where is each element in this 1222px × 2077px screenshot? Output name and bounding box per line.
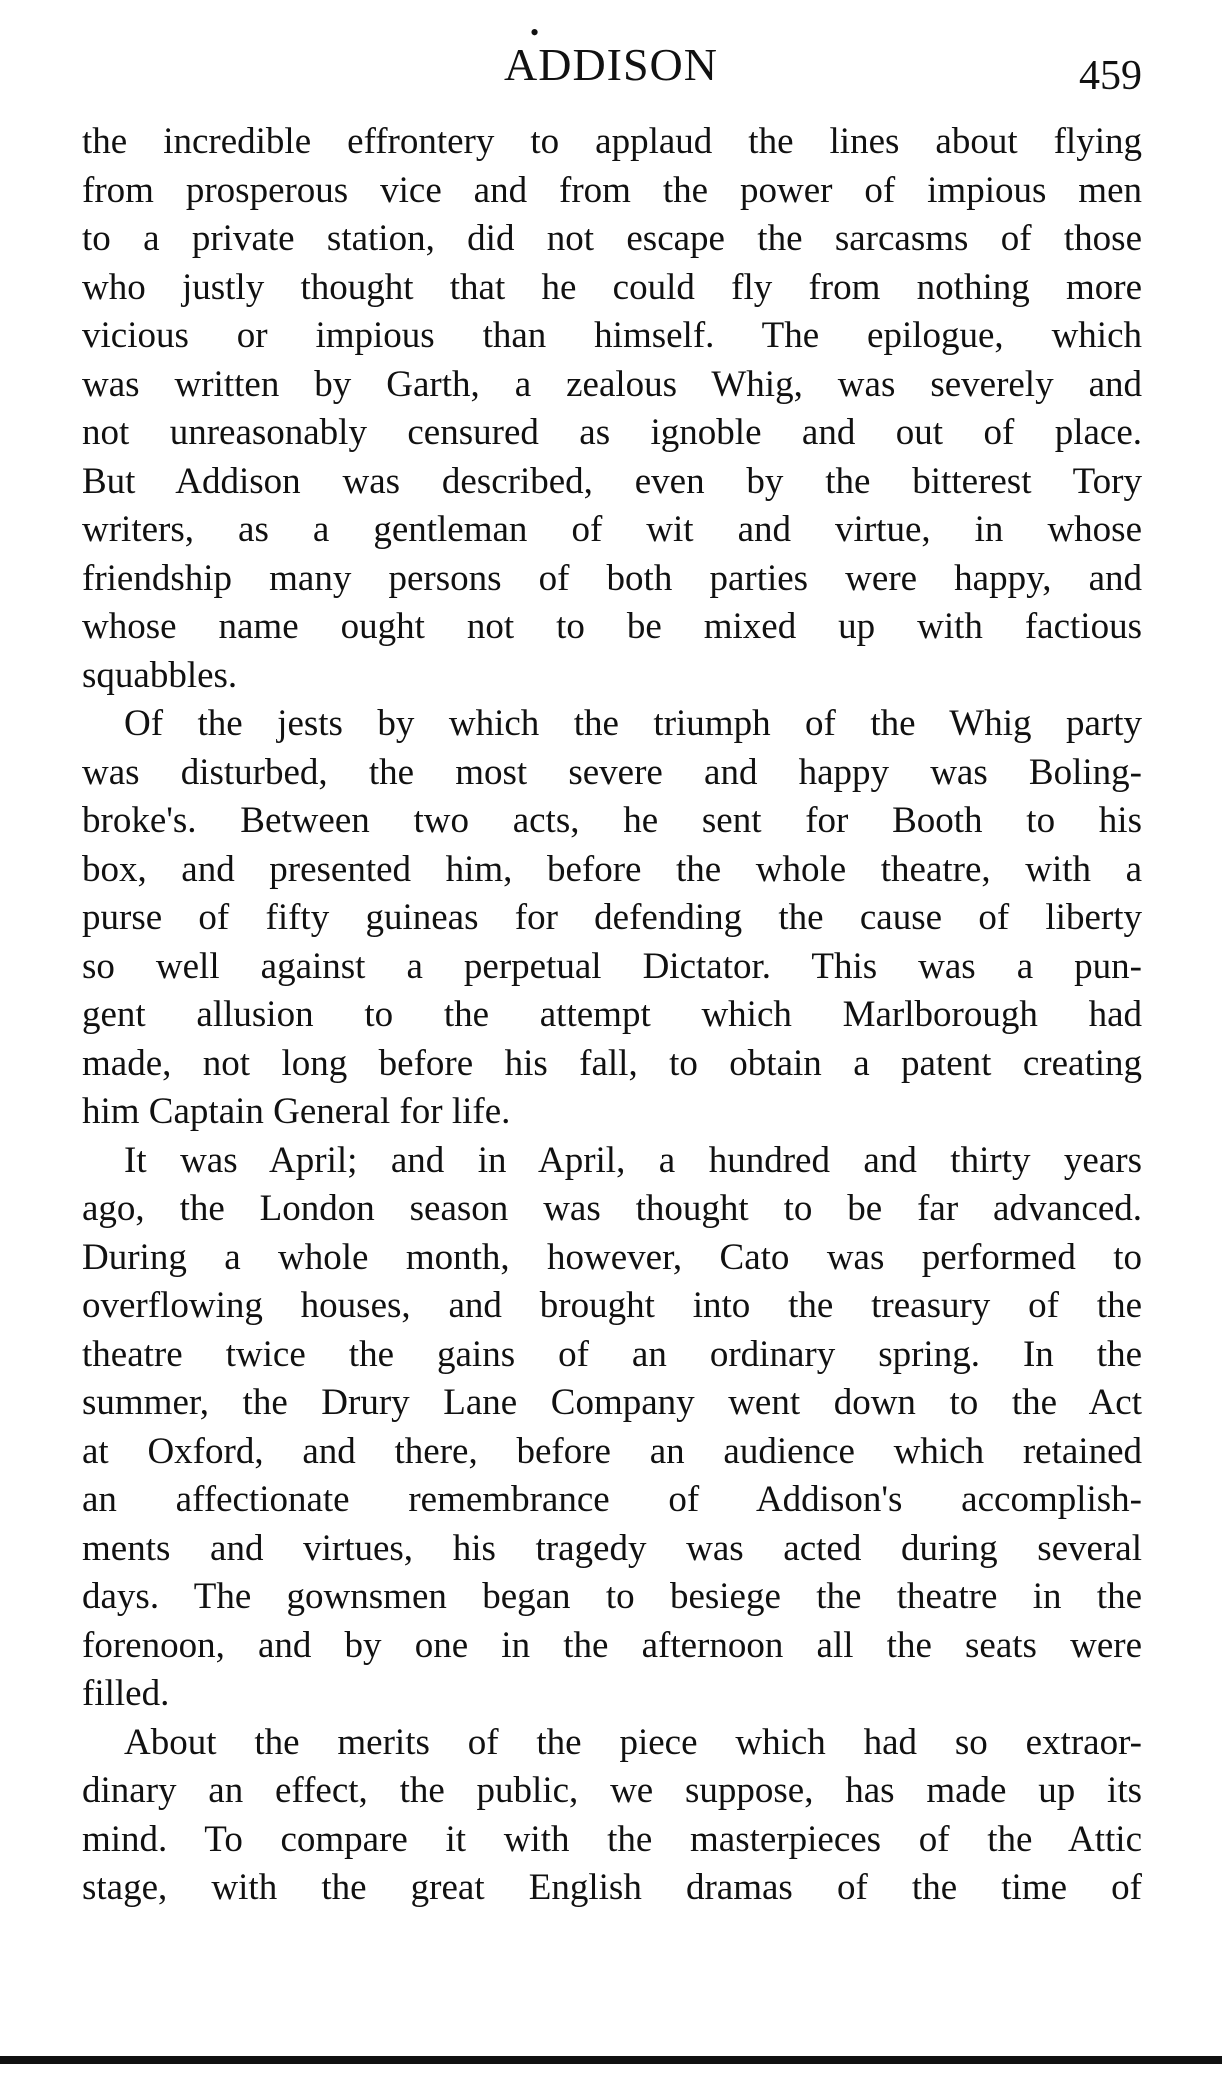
text-line: writers, as a gentleman of wit and virtue, in whose — [82, 509, 1142, 550]
text-line: It was April; and in April, a hundred and thirty years — [124, 1139, 1142, 1181]
paragraph-3 — [82, 1137, 1142, 1719]
paragraph-1 — [82, 118, 1142, 700]
text-line: overflowing houses, and brought into the treasury of the — [82, 1285, 1142, 1326]
running-head — [0, 18, 1222, 99]
text-line: so well against a perpetual Dictator. This was a pun- — [82, 945, 1142, 987]
text-line: vicious or impious than himself. The epilogue, which — [82, 315, 1142, 356]
text-line: the incredible effrontery to applaud the lines about flying — [82, 121, 1142, 162]
text-line: forenoon, and by one in the afternoon all the seats were — [82, 1624, 1142, 1666]
body-text — [82, 118, 1142, 1913]
text-line: whose name ought not to be mixed up with factious — [82, 606, 1142, 647]
text-line: an affectionate remembrance of Addison's accomplish- — [82, 1479, 1142, 1520]
text-line: was written by Garth, a zealous Whig, was severely and — [82, 363, 1142, 405]
header-dot: • — [530, 18, 540, 47]
text-line: mind. To compare it with the masterpieces of the Attic — [82, 1818, 1142, 1860]
text-line: summer, the Drury Lane Company went down to the Act — [82, 1382, 1142, 1423]
text-line: friendship many persons of both parties were happy, and — [82, 557, 1142, 599]
text-line: ago, the London season was thought to be far advanced. — [82, 1188, 1142, 1229]
paragraph-2 — [82, 700, 1142, 1137]
text-line: squabbles. — [82, 654, 238, 696]
text-line: purse of fifty guineas for defending the cause of liberty — [82, 897, 1142, 938]
text-line: to a private station, did not escape the sarcasms of those — [82, 218, 1142, 259]
text-line: him Captain General for life. — [82, 1091, 511, 1132]
text-line: ments and virtues, his tragedy was acted during several — [82, 1527, 1142, 1569]
text-line: box, and presented him, before the whole theatre, with a — [82, 848, 1142, 890]
page-title: ADDISON — [504, 39, 718, 90]
text-line: was disturbed, the most severe and happy was Boling- — [82, 751, 1142, 793]
text-line: Of the jests by which the triumph of the Whig party — [124, 703, 1142, 744]
page-number: 459 — [1079, 53, 1142, 99]
text-line: theatre twice the gains of an ordinary spring. In the — [82, 1333, 1142, 1375]
paragraph-4 — [82, 1719, 1142, 1913]
text-line: who justly thought that he could fly from nothing more — [82, 266, 1142, 308]
text-line: dinary an effect, the public, we suppose, has made up its — [82, 1770, 1142, 1811]
text-line: gent allusion to the attempt which Marlborough had — [82, 994, 1142, 1035]
text-line: from prosperous vice and from the power of impious men — [82, 169, 1142, 211]
text-line: days. The gownsmen began to besiege the theatre in the — [82, 1576, 1142, 1617]
bottom-rule — [0, 2056, 1222, 2064]
text-line: About the merits of the piece which had so extraor- — [124, 1721, 1142, 1763]
text-line: made, not long before his fall, to obtain a patent creating — [82, 1042, 1142, 1084]
text-line: During a whole month, however, Cato was performed to — [82, 1236, 1142, 1278]
text-line: filled. — [82, 1673, 170, 1714]
text-line: stage, with the great English dramas of the time of — [82, 1867, 1142, 1908]
text-line: not unreasonably censured as ignoble and out of place. — [82, 412, 1142, 453]
text-line: at Oxford, and there, before an audience which retained — [82, 1430, 1142, 1472]
text-line: broke's. Between two acts, he sent for Booth to his — [82, 800, 1142, 841]
text-line: But Addison was described, even by the bitterest Tory — [82, 460, 1142, 502]
